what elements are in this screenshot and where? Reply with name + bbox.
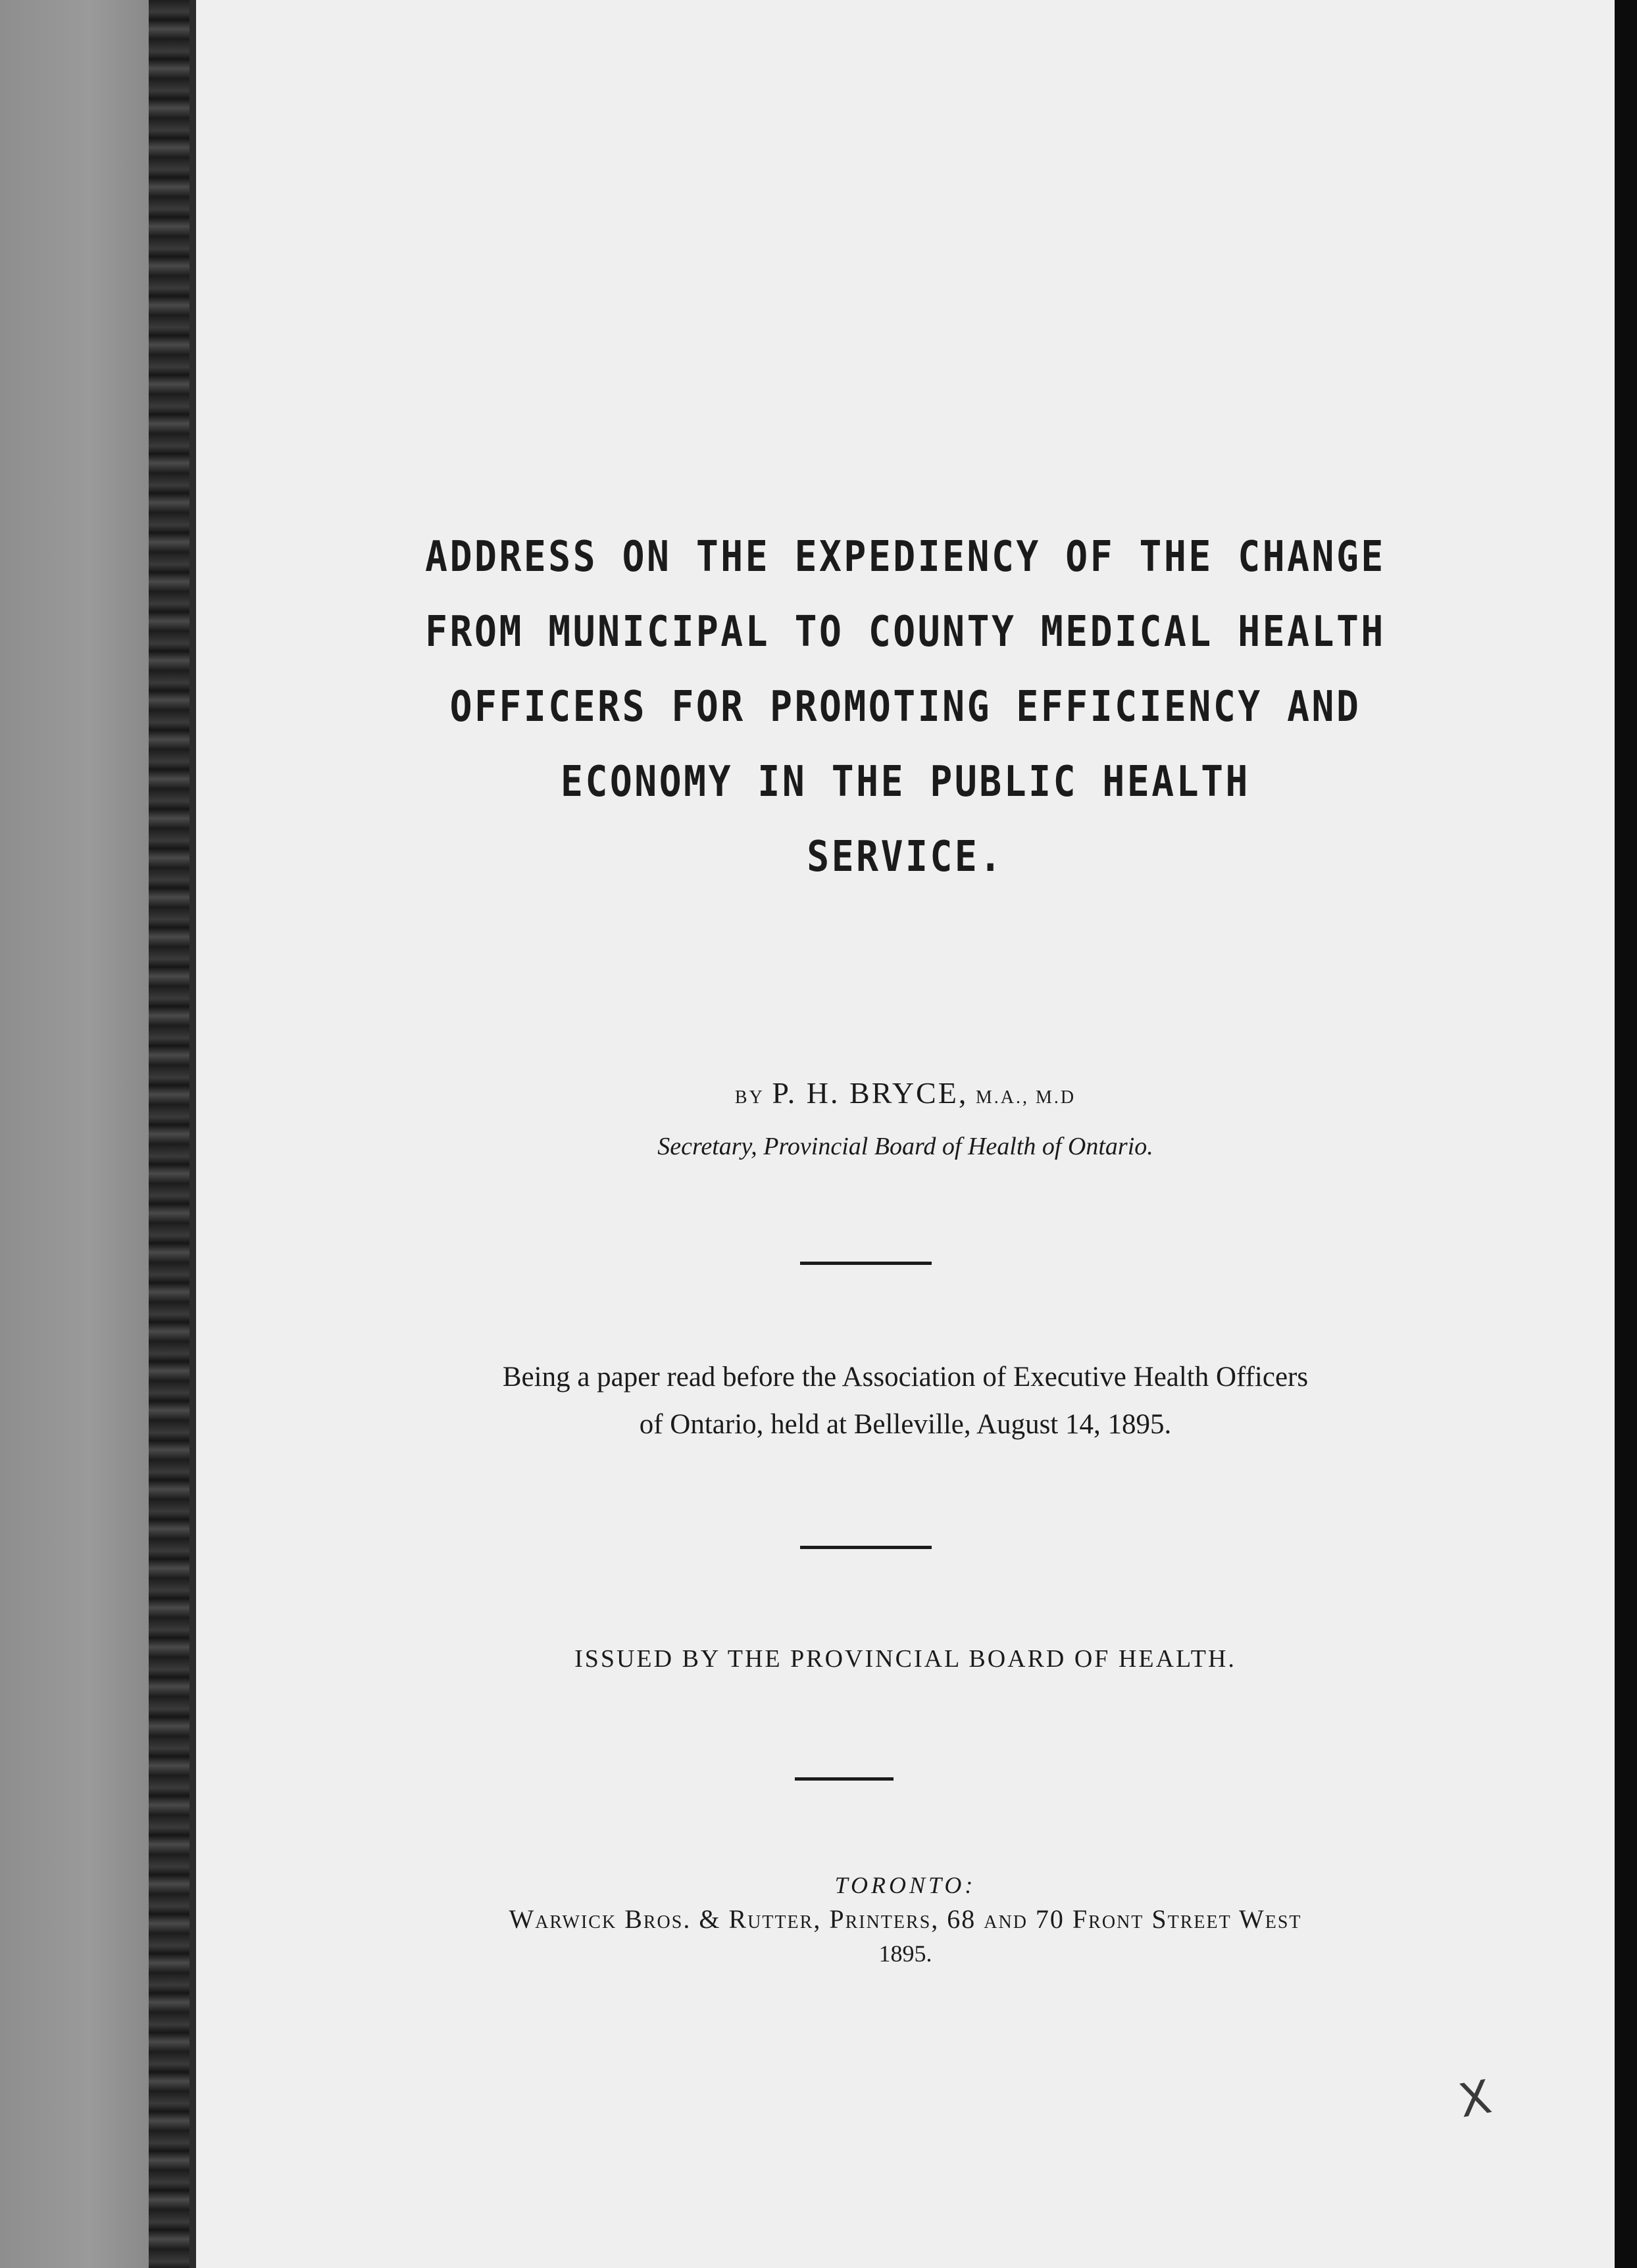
handwritten-margin-mark: X [1455,2069,1496,2129]
title-line: FROM MUNICIPAL TO COUNTY MEDICAL HEALTH [425,608,1386,656]
author-byline [196,1073,1615,1118]
scan-left-margin [0,0,149,2268]
binding-edge [189,0,196,2268]
paper-description [196,1354,1615,1448]
author-degrees: M.A., M.D [975,1087,1076,1108]
title-line: ECONOMY IN THE PUBLIC HEALTH [561,758,1250,806]
title-line: SERVICE. [807,833,1004,881]
byline-prefix: BY [734,1087,765,1108]
document-title [281,520,1529,895]
title-line: ADDRESS ON THE EXPEDIENCY OF THE CHANGE [425,533,1386,581]
imprint-printers: Warwick Bros. & Rutter, Printers, 68 and 70 Front Street West [509,1904,1302,1934]
imprint-city: TORONTO: [834,1872,976,1898]
divider-rule [800,1546,932,1549]
divider-rule [795,1777,894,1781]
author-affiliation: Secretary, Provincial Board of Health of Ontario. [657,1133,1153,1160]
author-name: P. H. BRYCE, [772,1076,969,1110]
divider-rule [800,1262,932,1265]
paper-line: Being a paper read before the Association of Executive Health Officers [502,1362,1309,1393]
printer-imprint [196,1868,1615,1971]
title-line: OFFICERS FOR PROMOTING EFFICIENCY AND [449,683,1361,731]
scan-right-edge [1615,0,1637,2268]
paper-line: of Ontario, held at Belleville, August 14, 1895. [639,1409,1172,1440]
issued-by-line: ISSUED BY THE PROVINCIAL BOARD OF HEALTH. [574,1645,1236,1673]
imprint-year: 1895. [878,1940,932,1967]
book-binding-stitching [149,0,189,2268]
title-page [196,0,1615,2268]
